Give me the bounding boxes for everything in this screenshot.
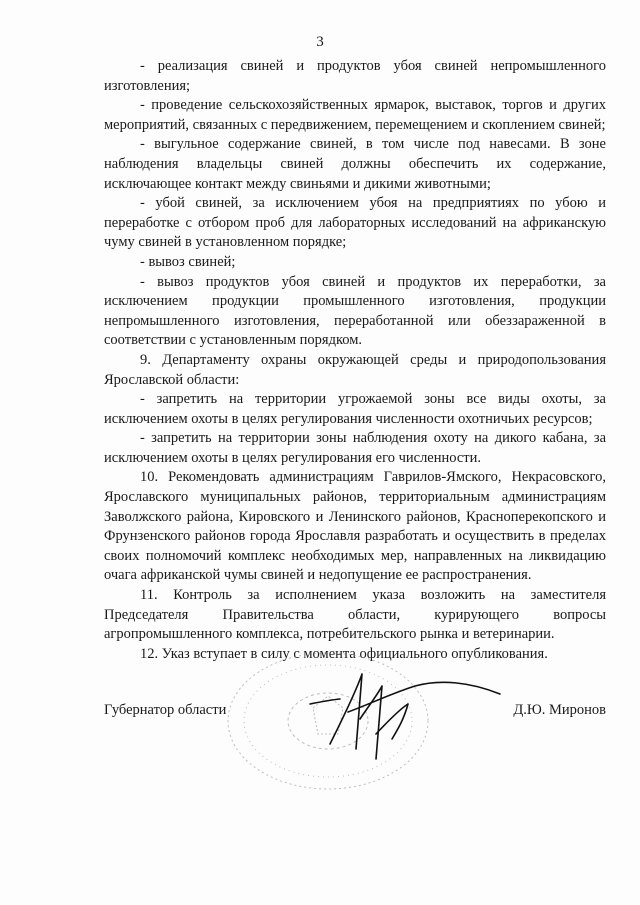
paragraph: 9. Департаменту охраны окружающей среды и природопользования Ярославской области:: [104, 351, 606, 388]
document-body: [104, 57, 606, 664]
handwritten-signature: [300, 664, 510, 774]
paragraph: - выгульное содержание свиней, в том числе под навесами. В зоне наблюдения владельцы свиней должны обеспечить их содержание, исключающее контакт между свиньями и дикими животными;: [104, 136, 606, 192]
paragraph: - убой свиней, за исключением убоя на предприятиях по убою и переработке с отбором проб для лабораторных исследований на африканскую чуму свиней в установленном порядке;: [104, 195, 606, 251]
paragraph: 12. Указ вступает в силу с момента официального опубликования.: [140, 645, 548, 662]
signatory-name: Д.Ю. Миронов: [513, 702, 606, 718]
paragraph: 11. Контроль за исполнением указа возложить на заместителя Председателя Правительства области, курирующего вопросы агропромышленного комплекса, потребительского рынка и ветеринарии.: [104, 587, 606, 643]
paragraph: - вывоз продуктов убоя свиней и продуктов их переработки, за исключением продукции промышленного изготовления, продукции непромышленного изготовления, переработанной или обеззараженной в соответствии с установленным порядком.: [104, 273, 606, 349]
paragraph: 10. Рекомендовать администрациям Гаврилов-Ямского, Некрасовского, Ярославского муниципальных районов, территориальным администрациям Заволжского района, Кировского и Ленинского районов, Красноперекопского и Фрунзенского районов города Ярославля разработать и осуществить в пределах своих полномочий комплекс необходимых мер, направленных на ликвидацию очага африканской чумы свиней и недопущение ее распространения.: [104, 469, 606, 584]
signatory-position: Губернатор области: [104, 702, 227, 718]
paragraph: - запретить на территории зоны наблюдения охоту на дикого кабана, за исключением охоты в целях регулирования его численности.: [104, 430, 606, 466]
paragraph: - проведение сельскохозяйственных ярмарок, выставок, торгов и других мероприятий, связанных с передвижением, перемещением и скоплением свиней;: [104, 97, 606, 133]
page-number: 3: [316, 34, 324, 50]
paragraph: - вывоз свиней;: [140, 253, 236, 270]
paragraph: - реализация свиней и продуктов убоя свиней непромышленного изготовления;: [104, 58, 606, 94]
paragraph: - запретить на территории угрожаемой зоны все виды охоты, за исключением охоты в целях регулирования численности охотничьих ресурсов;: [104, 391, 606, 427]
